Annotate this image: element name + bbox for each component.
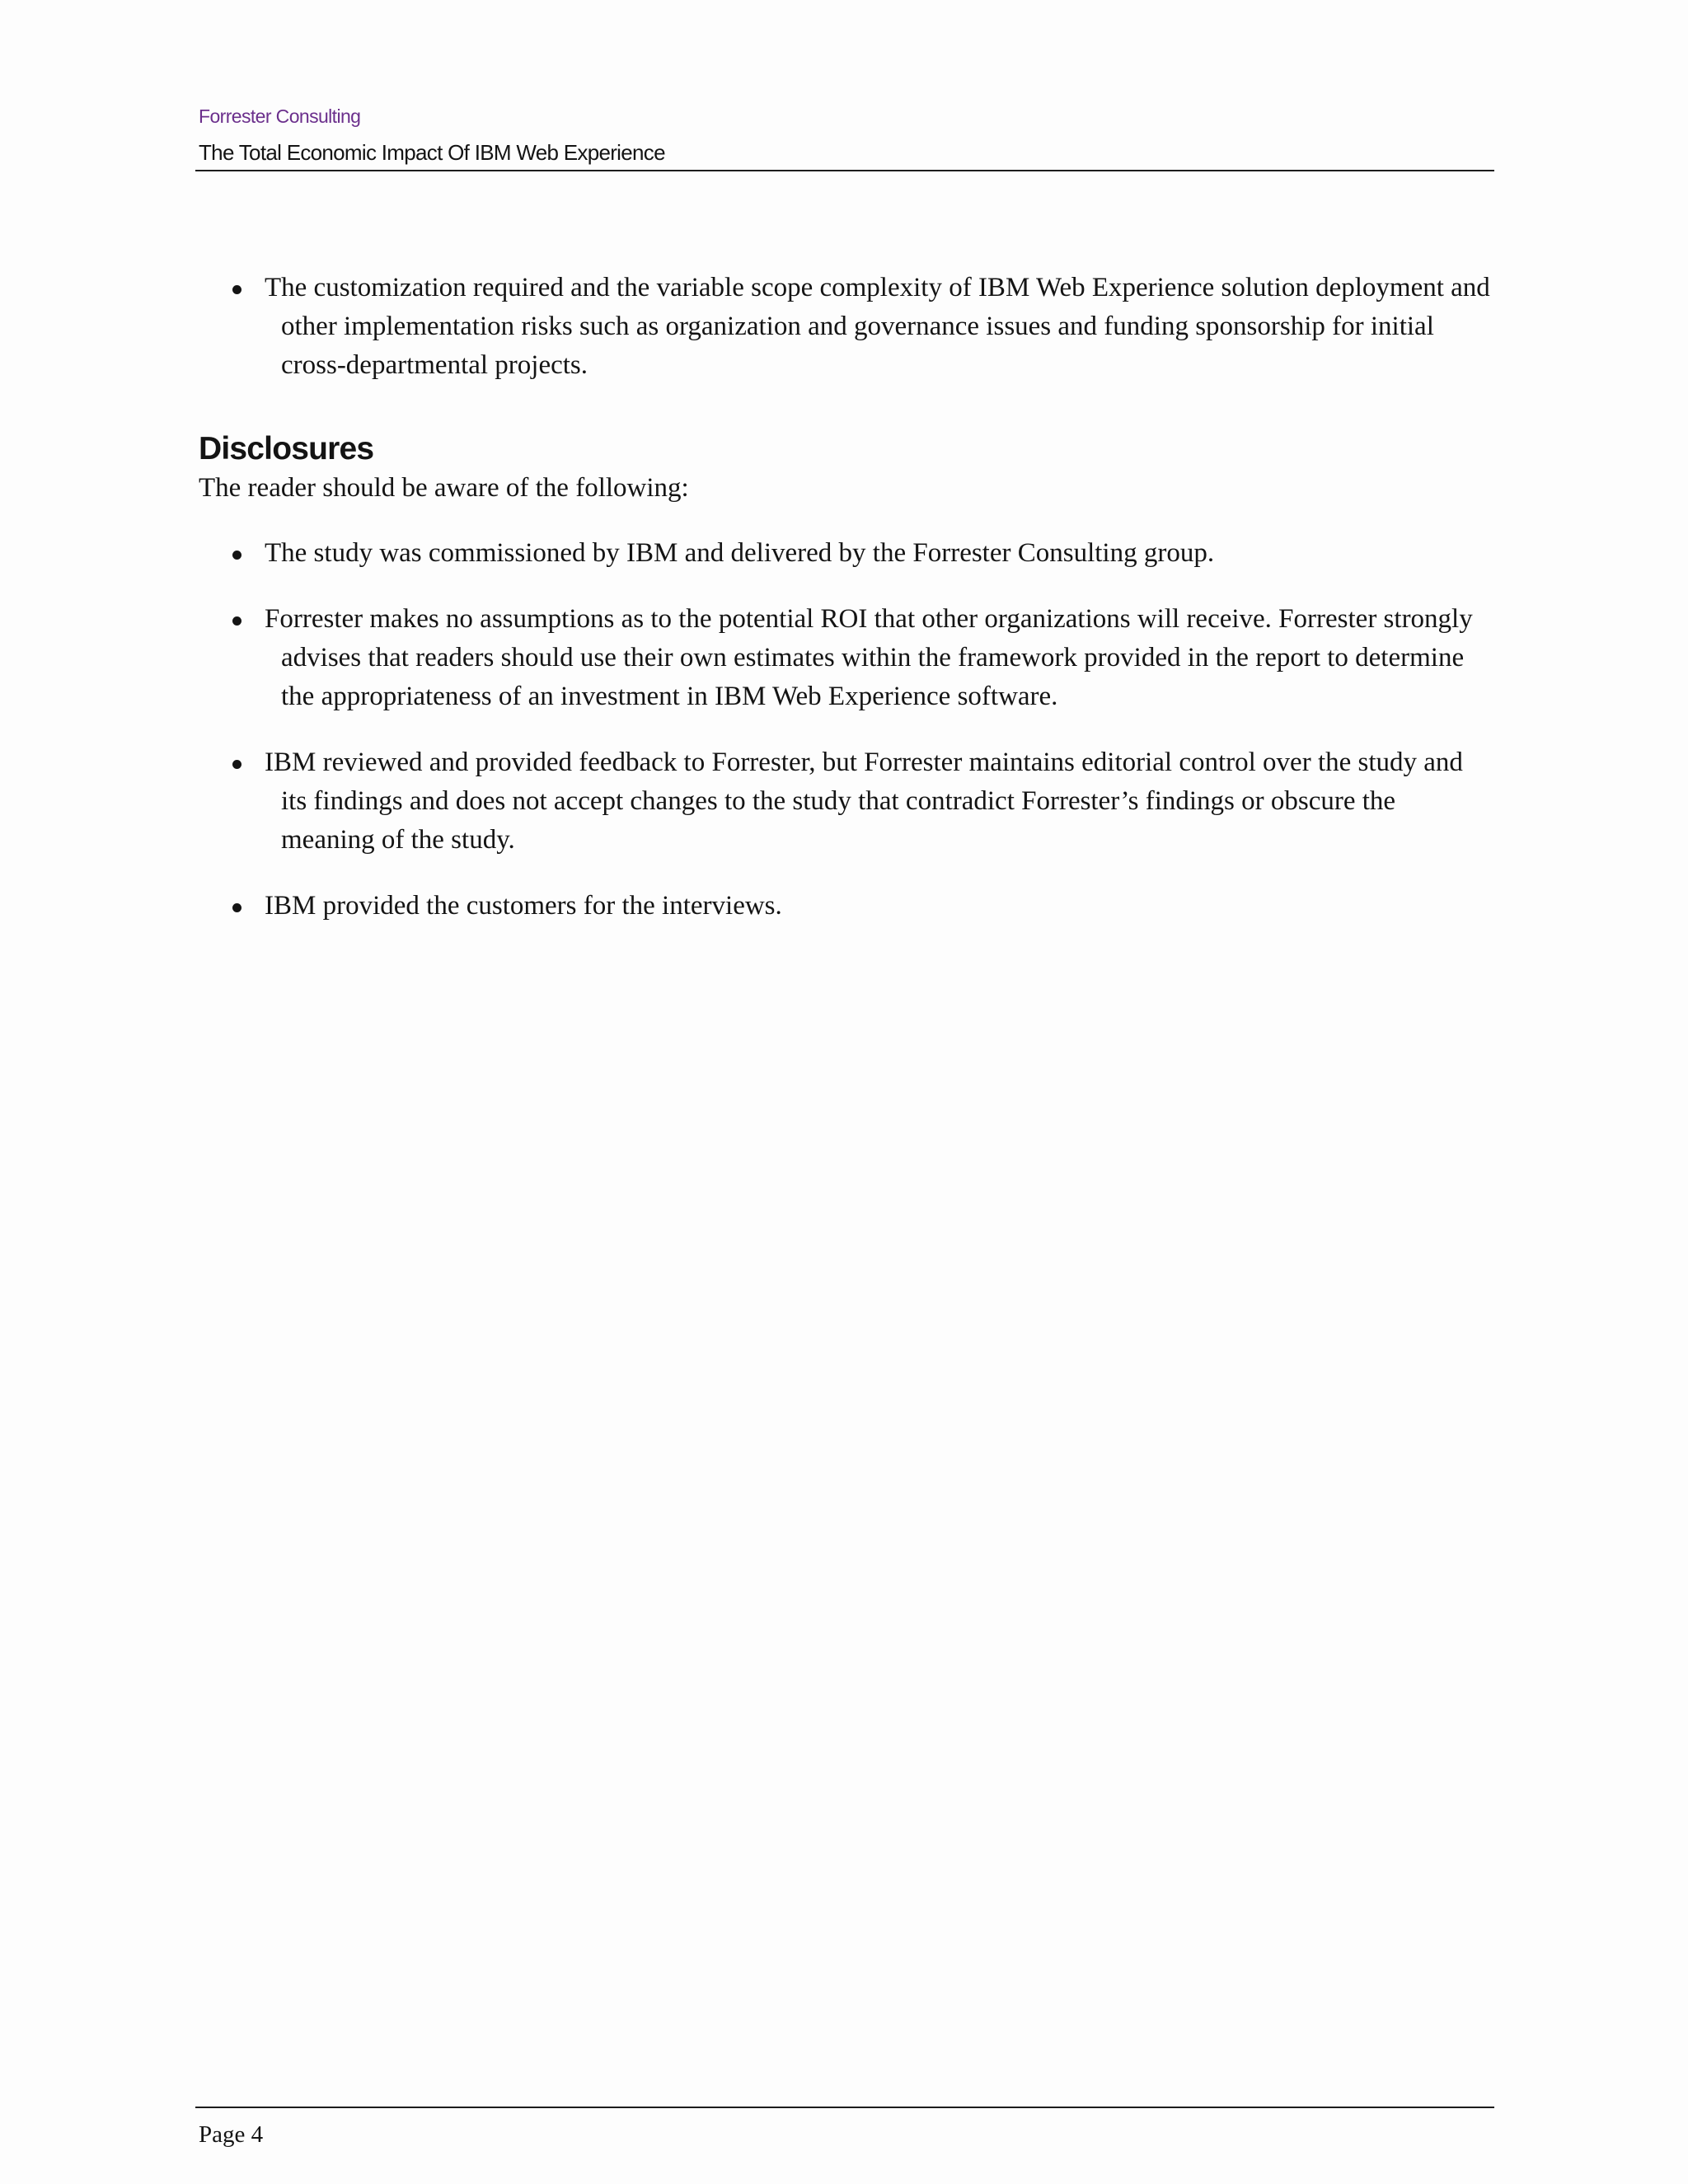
- bullet-icon: [232, 760, 241, 769]
- list-item: [199, 600, 1493, 716]
- list-item-text: Forrester makes no assumptions as to the potential ROI that other organizations will receive. Forrester strongly advises that readers should use their own estimates within the framework provided in the report to determine the appropriateness of an investment in IBM Web Experience software.: [265, 604, 1473, 711]
- header-org-name: Forrester Consulting: [199, 105, 361, 127]
- bullet-icon: [232, 903, 241, 912]
- page-number: Page 4: [199, 2121, 264, 2148]
- bullet-icon: [232, 285, 241, 294]
- list-item: [199, 269, 1493, 385]
- list-item: [199, 743, 1493, 860]
- list-item-text: IBM reviewed and provided feedback to Forrester, but Forrester maintains editorial control over the study and its findings and does not accept changes to the study that contradict Forrester’s findings or obscure the meaning of the study.: [265, 748, 1463, 855]
- page-body: [199, 269, 1493, 926]
- disclosures-intro: The reader should be aware of the following:: [199, 473, 689, 503]
- list-item-text: IBM provided the customers for the interviews.: [265, 891, 782, 921]
- disclosures-list: [199, 534, 1493, 926]
- intro-bullet-list: [199, 269, 1493, 385]
- header-rule: [195, 170, 1494, 171]
- bullet-icon: [232, 616, 241, 626]
- list-item-text: The customization required and the variable scope complexity of IBM Web Experience solution deployment and other implementation risks such as organization and governance issues and funding sponsorship for initial cross-departmental projects.: [265, 273, 1490, 380]
- page-header: [195, 105, 1494, 171]
- footer-rule: [195, 2107, 1494, 2108]
- list-item: [199, 887, 1493, 926]
- header-document-title: The Total Economic Impact Of IBM Web Experience: [199, 140, 665, 165]
- page-footer: [195, 2107, 1494, 2148]
- list-item-text: The study was commissioned by IBM and delivered by the Forrester Consulting group.: [265, 538, 1215, 568]
- section-title-disclosures: Disclosures: [199, 431, 374, 466]
- list-item: [199, 534, 1493, 573]
- bullet-icon: [232, 551, 241, 560]
